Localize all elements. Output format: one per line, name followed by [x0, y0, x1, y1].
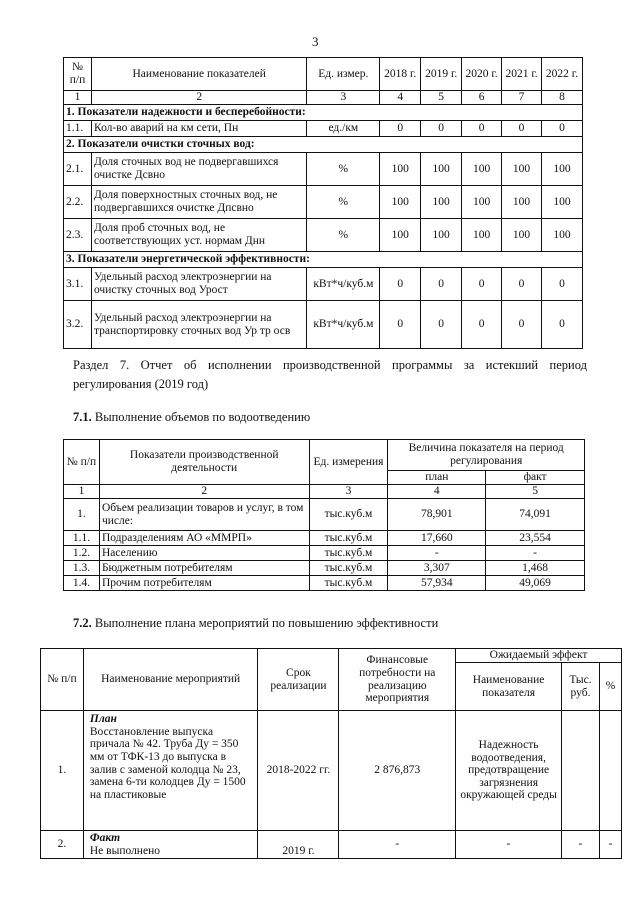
table-row — [64, 576, 585, 591]
subsection-7-1: 7.1. Выполнение объемов по водоотведению — [73, 410, 311, 424]
table-row — [64, 546, 585, 561]
row-fact: 74,091 — [486, 499, 585, 531]
table-row — [64, 499, 585, 531]
col-number: 5 — [486, 485, 585, 499]
row-fact: 23,554 — [486, 531, 585, 546]
row-num: 2. — [41, 831, 84, 859]
row-value: 0 — [542, 301, 583, 349]
row-value: 100 — [380, 153, 421, 186]
header-unit: Ед. измерения — [309, 440, 388, 485]
header-effect: Ожидаемый эффект — [456, 649, 622, 663]
row-indicator: - — [456, 831, 562, 859]
section-7-heading: Раздел 7. Отчет об исполнении производственной программы за истекший период регулирования (2019 год) — [73, 358, 587, 392]
row-value: 0 — [542, 121, 583, 137]
row-unit: тыс.куб.м — [309, 561, 388, 576]
header-name: Наименование мероприятий — [83, 649, 258, 711]
row-unit: тыс.куб.м — [309, 546, 388, 561]
row-name: Удельный расход электроэнергии на транспортировку сточных вод Ур тр осв — [91, 301, 306, 349]
row-measure: План Восстановление выпуска причала № 42. Труба Ду = 350 мм от ТФК-13 до выпуска в залив с заменой колодца № 23, замена 6-ти колодцев Ду = 1500 на пластиковые — [83, 711, 258, 831]
header-year: 2021 г. — [502, 58, 542, 91]
row-value: 100 — [421, 219, 462, 252]
row-name: Подразделениям АО «ММРП» — [99, 531, 309, 546]
header-term: Срок реализации — [258, 649, 339, 711]
row-value: 0 — [502, 121, 542, 137]
row-plan: 3,307 — [388, 561, 486, 576]
table-row — [64, 268, 583, 301]
row-value: 0 — [502, 301, 542, 349]
row-thousand — [562, 711, 600, 831]
col-number: 1 — [64, 91, 92, 105]
row-num: 1.4. — [64, 576, 100, 591]
row-num: 3.2. — [64, 301, 92, 349]
header-finance: Финансовые потребности на реализацию мероприятия — [339, 649, 456, 711]
row-unit: кВт*ч/куб.м — [307, 301, 380, 349]
table-row — [64, 153, 583, 186]
header-name: Показатели производственной деятельности — [99, 440, 309, 485]
row-fact: 1,468 — [486, 561, 585, 576]
col-number: 5 — [421, 91, 462, 105]
row-value: 100 — [421, 153, 462, 186]
row-value: 100 — [502, 186, 542, 219]
header-year: 2022 г. — [542, 58, 583, 91]
subsection-7-2: 7.2. Выполнение плана мероприятий по повышению эффективности — [73, 616, 439, 630]
header-year: 2020 г. — [462, 58, 502, 91]
col-number: 4 — [388, 485, 486, 499]
row-value: 100 — [502, 153, 542, 186]
row-value: 100 — [462, 219, 502, 252]
row-name: Кол-во аварий на км сети, Пн — [91, 121, 306, 137]
row-fact: 49,069 — [486, 576, 585, 591]
col-number: 8 — [542, 91, 583, 105]
row-value: 0 — [380, 301, 421, 349]
table-row — [64, 121, 583, 137]
row-finance: 2 876,873 — [339, 711, 456, 831]
table-row — [41, 831, 622, 859]
row-unit: тыс.куб.м — [309, 576, 388, 591]
row-indicator: Надежность водоотведения, предотвращение загрязнения окружающей среды — [456, 711, 562, 831]
row-num: 1.1. — [64, 121, 92, 137]
row-value: 100 — [542, 219, 583, 252]
row-value: 100 — [542, 153, 583, 186]
row-measure: Факт Не выполнено — [83, 831, 258, 859]
header-year: 2018 г. — [380, 58, 421, 91]
col-number: 1 — [64, 485, 100, 499]
table-row — [64, 186, 583, 219]
header-year: 2019 г. — [421, 58, 462, 91]
table-row — [64, 561, 585, 576]
row-name: Доля сточных вод не подвергавшихся очистке Дсвно — [91, 153, 306, 186]
volume-table — [63, 439, 585, 591]
indicators-table — [63, 57, 583, 349]
row-thousand: - — [562, 831, 600, 859]
row-num: 3.1. — [64, 268, 92, 301]
row-num: 2.1. — [64, 153, 92, 186]
row-value: 100 — [462, 186, 502, 219]
measures-table — [40, 648, 622, 859]
row-percent: - — [599, 831, 621, 859]
table-row — [64, 531, 585, 546]
col-number: 2 — [91, 91, 306, 105]
header-thousand: Тыс. руб. — [562, 663, 600, 711]
row-value: 100 — [502, 219, 542, 252]
section-title: 3. Показатели энергетической эффективности: — [64, 252, 583, 268]
row-name: Населению — [99, 546, 309, 561]
row-value: 100 — [542, 186, 583, 219]
row-num: 2.3. — [64, 219, 92, 252]
header-name: Наименование показателей — [91, 58, 306, 91]
row-value: 100 — [380, 186, 421, 219]
row-unit: % — [307, 153, 380, 186]
row-value: 0 — [462, 268, 502, 301]
row-value: 0 — [421, 301, 462, 349]
row-name: Доля поверхностных сточных вод, не подвергавшихся очистке Дпсвно — [91, 186, 306, 219]
table-row — [64, 301, 583, 349]
section-title: 1. Показатели надежности и бесперебойности: — [64, 105, 583, 121]
row-unit: кВт*ч/куб.м — [307, 268, 380, 301]
row-plan: 78,901 — [388, 499, 486, 531]
col-number: 2 — [99, 485, 309, 499]
row-name: Прочим потребителям — [99, 576, 309, 591]
header-indicator: Наименование показателя — [456, 663, 562, 711]
page-number: 3 — [312, 34, 319, 49]
header-num: № п/п — [64, 440, 100, 485]
row-plan: 17,660 — [388, 531, 486, 546]
row-num: 1. — [41, 711, 84, 831]
row-value: 0 — [502, 268, 542, 301]
row-value: 0 — [462, 121, 502, 137]
row-unit: % — [307, 219, 380, 252]
row-num: 1.3. — [64, 561, 100, 576]
col-number: 6 — [462, 91, 502, 105]
row-value: 0 — [462, 301, 502, 349]
row-value: 100 — [421, 186, 462, 219]
row-num: 1.2. — [64, 546, 100, 561]
row-unit: тыс.куб.м — [309, 531, 388, 546]
header-plan: план — [388, 471, 486, 485]
row-value: 0 — [380, 268, 421, 301]
row-fact: - — [486, 546, 585, 561]
row-value: 0 — [421, 121, 462, 137]
header-num: № п/п — [41, 649, 84, 711]
row-num: 1.1. — [64, 531, 100, 546]
row-name: Удельный расход электроэнергии на очистку сточных вод Урост — [91, 268, 306, 301]
row-value: 0 — [421, 268, 462, 301]
row-plan: - — [388, 546, 486, 561]
row-value: 0 — [380, 121, 421, 137]
row-finance: - — [339, 831, 456, 859]
row-plan: 57,934 — [388, 576, 486, 591]
row-unit: ед./км — [307, 121, 380, 137]
row-name: Объем реализации товаров и услуг, в том числе: — [99, 499, 309, 531]
header-percent: % — [599, 663, 621, 711]
row-num: 1. — [64, 499, 100, 531]
row-name: Доля проб сточных вод, не соответствующих уст. нормам Днн — [91, 219, 306, 252]
header-unit: Ед. измер. — [307, 58, 380, 91]
col-number: 4 — [380, 91, 421, 105]
row-percent — [599, 711, 621, 831]
section-title: 2. Показатели очистки сточных вод: — [64, 137, 583, 153]
row-unit: % — [307, 186, 380, 219]
row-term: 2018-2022 гг. — [258, 711, 339, 831]
col-number: 7 — [502, 91, 542, 105]
row-value: 0 — [542, 268, 583, 301]
col-number: 3 — [309, 485, 388, 499]
row-value: 100 — [380, 219, 421, 252]
header-fact: факт — [486, 471, 585, 485]
header-num: № п/п — [64, 58, 92, 91]
row-unit: тыс.куб.м — [309, 499, 388, 531]
row-value: 100 — [462, 153, 502, 186]
header-group: Величина показателя на период регулирования — [388, 440, 585, 471]
row-num: 2.2. — [64, 186, 92, 219]
col-number: 3 — [307, 91, 380, 105]
row-term: 2019 г. — [258, 831, 339, 859]
table-row — [41, 711, 622, 831]
row-name: Бюджетным потребителям — [99, 561, 309, 576]
table-row — [64, 219, 583, 252]
